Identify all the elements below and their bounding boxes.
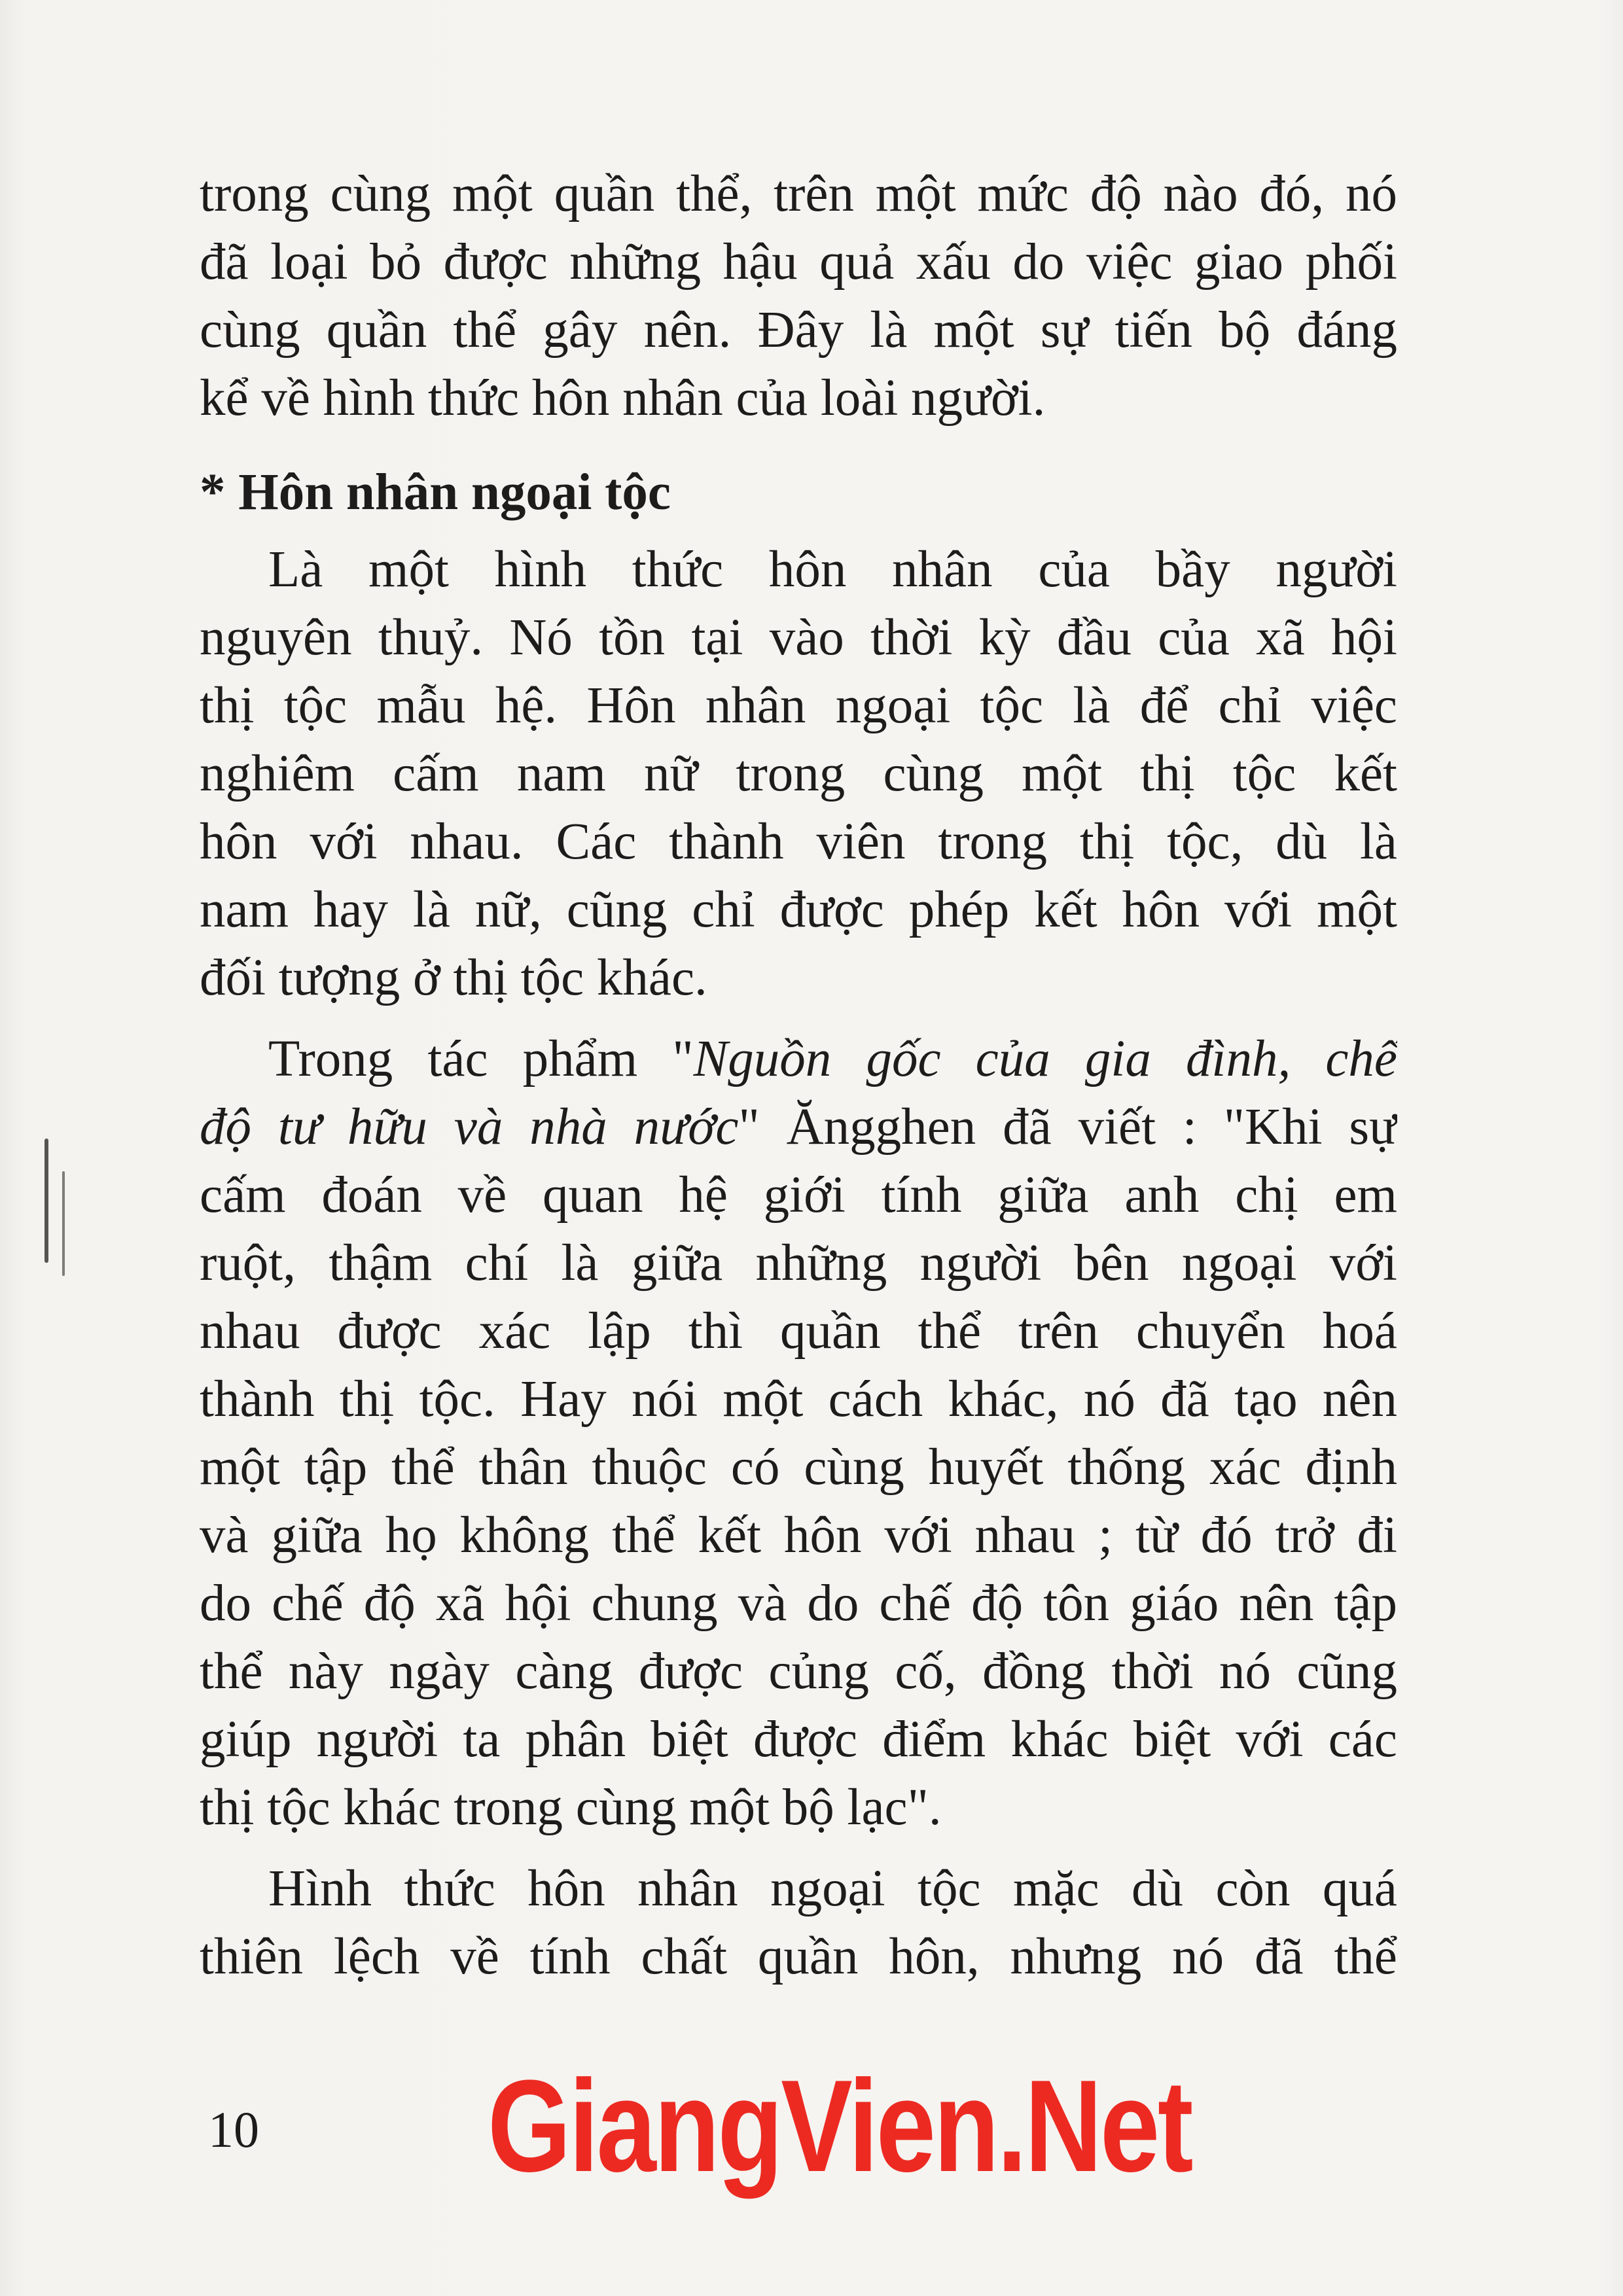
text-line: giúp người ta phân biệt được điểm khác biệt với các bbox=[200, 1711, 1397, 1768]
text-line: Hình thức hôn nhân ngoại tộc mặc dù còn quá bbox=[268, 1860, 1397, 1917]
text-line: một tập thể thân thuộc có cùng huyết thống xác định bbox=[200, 1439, 1397, 1496]
text-line: thị tộc khác trong cùng một bộ lạc". bbox=[200, 1779, 942, 1836]
text-line: do chế độ xã hội chung và do chế độ tôn giáo nên tập bbox=[200, 1575, 1397, 1632]
scan-edge-mark-secondary bbox=[62, 1171, 65, 1276]
text-line: trong cùng một quần thể, trên một mức độ nào đó, nó bbox=[200, 166, 1397, 222]
text-line: hôn với nhau. Các thành viên trong thị tộc, dù là bbox=[200, 813, 1397, 870]
text-run: " Ăngghen đã viết : "Khi sự bbox=[738, 1099, 1397, 1156]
text-line: ruột, thậm chí là giữa những người bên ngoại với bbox=[200, 1235, 1397, 1292]
page-number: 10 bbox=[208, 2101, 259, 2158]
body-text bbox=[200, 160, 1397, 1991]
book-title-run: Nguồn gốc của gia đình, chế bbox=[693, 1031, 1397, 1087]
paragraph-gap bbox=[200, 1012, 1397, 1025]
text-line: nguyên thuỷ. Nó tồn tại vào thời kỳ đầu của xã hội bbox=[200, 609, 1397, 666]
section-heading: * Hôn nhân ngoại tộc bbox=[200, 464, 671, 521]
text-line bbox=[200, 1093, 1397, 1161]
text-line: cấm đoán về quan hệ giới tính giữa anh chị em bbox=[200, 1167, 1397, 1224]
text-line: thành thị tộc. Hay nói một cách khác, nó đã tạo nên bbox=[200, 1371, 1397, 1428]
text-line: đối tượng ở thị tộc khác. bbox=[200, 949, 707, 1006]
text-line: nhau được xác lập thì quần thể trên chuyển hoá bbox=[200, 1303, 1397, 1360]
paragraph-4 bbox=[200, 1855, 1397, 1991]
text-line: cùng quần thể gây nên. Đây là một sự tiến bộ đáng bbox=[200, 302, 1397, 359]
paragraph-3 bbox=[200, 1025, 1397, 1842]
watermark-logo: GiangVien.Net bbox=[488, 2053, 1192, 2199]
text-line: nam hay là nữ, cũng chỉ được phép kết hôn với một bbox=[200, 881, 1397, 938]
text-run: Trong tác phẩm " bbox=[268, 1031, 694, 1087]
book-title-run: độ tư hữu và nhà nước bbox=[200, 1099, 739, 1156]
text-line: thị tộc mẫu hệ. Hôn nhân ngoại tộc là để chỉ việc bbox=[200, 677, 1397, 734]
text-line: đã loại bỏ được những hậu quả xấu do việc giao phối bbox=[200, 234, 1397, 291]
text-line: Là một hình thức hôn nhân của bầy người bbox=[268, 541, 1397, 598]
scan-edge-mark bbox=[45, 1139, 48, 1263]
text-line: thiên lệch về tính chất quần hôn, nhưng nó đã thể bbox=[200, 1928, 1397, 1985]
paragraph-gap bbox=[200, 1842, 1397, 1855]
text-line: và giữa họ không thể kết hôn với nhau ; từ đó trở đi bbox=[200, 1507, 1397, 1564]
paragraph-1 bbox=[200, 160, 1397, 433]
text-line: kể về hình thức hôn nhân của loài người. bbox=[200, 370, 1046, 427]
text-line: thể này ngày càng được củng cố, đồng thời nó cũng bbox=[200, 1643, 1397, 1700]
text-line bbox=[200, 1025, 1397, 1093]
paragraph-2 bbox=[200, 536, 1397, 1012]
text-line: nghiêm cấm nam nữ trong cùng một thị tộc kết bbox=[200, 745, 1397, 802]
